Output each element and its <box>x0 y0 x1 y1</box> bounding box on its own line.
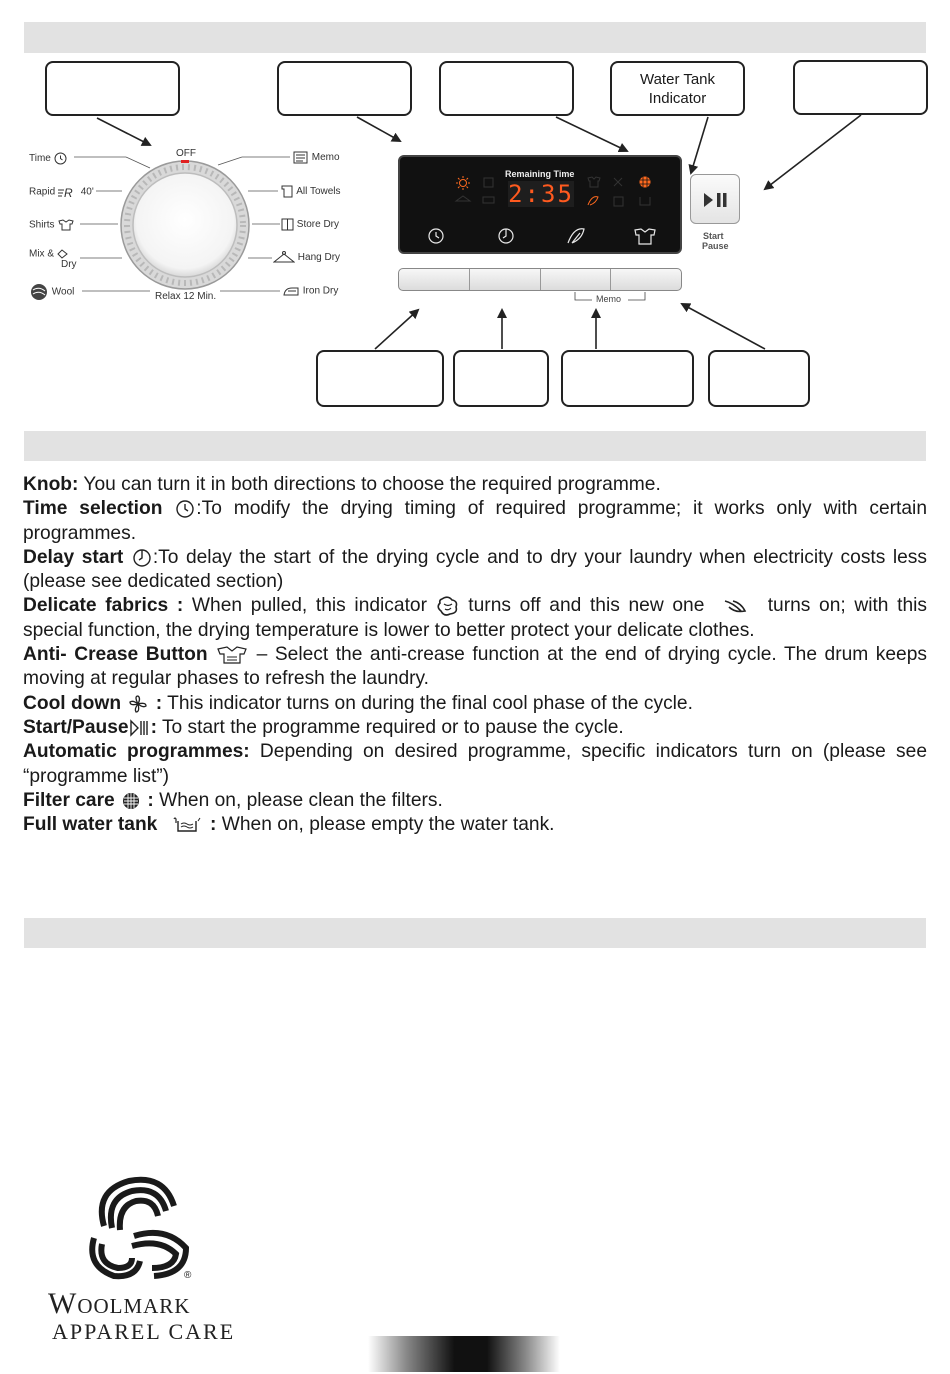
iron-icon <box>282 285 300 297</box>
desc-start-pause-colon: : <box>150 716 157 738</box>
desc-filter-care <box>23 789 927 813</box>
desc-automatic-programmes <box>23 740 927 789</box>
desc-start-pause-text: To start the programme required or to pause the cycle. <box>156 716 624 738</box>
play-pause-icon <box>703 191 729 209</box>
desc-full-water-tank <box>23 813 927 837</box>
arrow-water-tank <box>691 117 708 173</box>
cotton-indicator-icon <box>436 595 460 617</box>
description-block <box>23 473 927 837</box>
shirt-icon <box>57 219 75 231</box>
iron-indicator-icon <box>483 197 494 203</box>
programme-mix-dry <box>29 249 77 270</box>
tank-indicator-icon <box>640 197 650 205</box>
arrow-button-4 <box>682 304 765 349</box>
programme-rapid-label: Rapid <box>29 186 56 198</box>
control-display-panel <box>398 155 682 254</box>
delicate-leaf-icon <box>719 597 753 615</box>
desc-delicate-text-a: When pulled, this indicator <box>183 595 436 617</box>
delay-start-icon <box>131 548 153 568</box>
desc-anti-crease-term: Anti- Crease Button <box>23 644 208 666</box>
programme-all-towels <box>280 185 341 198</box>
desc-filter-care-term: Filter care <box>23 789 115 811</box>
cool-down-icon <box>126 694 150 714</box>
woolmark-line1: Woolmark <box>48 1287 191 1320</box>
arrow-start-pause <box>765 115 861 189</box>
sun-indicator-icon <box>456 176 470 190</box>
water-tank-icon <box>169 815 205 835</box>
desc-delay-start-text: :To delay the start of the drying cycle and to dry your laundry when electricity costs less (please see dedicated section) <box>23 546 927 593</box>
pause-label: Pause <box>702 241 729 251</box>
desc-knob-text: You can turn it in both directions to choose the required programme. <box>78 474 661 495</box>
desc-cool-down <box>23 692 927 716</box>
desc-filter-care-text: When on, please clean the filters. <box>153 789 443 811</box>
programme-time <box>29 152 67 165</box>
callout-water-tank-label: Water Tank Indicator <box>639 70 716 107</box>
desc-time-selection-term: Time selection <box>23 498 163 520</box>
memo-label: Memo <box>596 294 622 304</box>
start-pause-icon <box>129 718 151 738</box>
desc-time-selection-text: :To modify the drying timing of required programme; it works only with certain programmes. <box>23 498 927 544</box>
programme-rapid-suffix: 40' <box>80 186 94 198</box>
registered-mark: ® <box>184 1270 192 1281</box>
clock-icon <box>54 152 67 165</box>
programme-memo-label: Memo <box>311 152 340 164</box>
wardrobe-icon <box>281 218 294 231</box>
desc-anti-crease-text: – Select the anti-crease function at the end of drying cycle. The drum keeps moving at regular phases to refresh the laundry. <box>23 644 927 690</box>
desc-cool-down-text: This indicator turns on during the final cool phase of the cycle. <box>162 692 693 714</box>
woolmark-logo-icon <box>74 1166 198 1284</box>
store-indicator-icon <box>484 178 493 187</box>
delay-start-button-icon <box>499 229 513 243</box>
desc-water-tank-colon: : <box>204 814 217 836</box>
programme-store-dry-label: Store Dry <box>296 219 340 231</box>
delicate-button-icon <box>568 229 584 243</box>
arrow-button-1 <box>375 310 418 349</box>
hang-indicator-icon <box>456 196 470 201</box>
desc-start-pause-term: Start/Pause <box>23 716 129 738</box>
mix-icon <box>57 249 69 259</box>
towel-icon <box>280 185 294 198</box>
desc-automatic-text: Depending on desired programme, specific indicators turn on (please see “programme list”) <box>23 741 927 787</box>
start-label: Start <box>703 231 724 241</box>
woolmark-wordmark <box>48 1287 190 1321</box>
time-selection-icon <box>174 499 196 519</box>
desc-delicate-term: Delicate fabrics : <box>23 595 184 617</box>
programme-iron-dry-label: Iron Dry <box>302 285 339 297</box>
desc-water-tank-term: Full water tank <box>23 814 158 836</box>
anti-crease-icon <box>215 645 249 665</box>
delicate-fabrics-button[interactable] <box>541 269 612 290</box>
programme-mix-dry-suffix: Dry <box>61 258 77 270</box>
time-selection-button[interactable] <box>399 269 470 290</box>
display-indicators <box>400 157 684 256</box>
desc-water-tank-text: When on, please empty the water tank. <box>216 814 555 836</box>
desc-anti-crease <box>23 643 927 692</box>
remaining-time-title: Remaining Time <box>505 169 575 179</box>
programme-rapid <box>29 186 94 198</box>
desc-delay-start-term: Delay start <box>23 546 124 568</box>
programme-store-dry <box>281 218 339 231</box>
filter-care-icon <box>120 791 142 811</box>
delay-start-button[interactable] <box>470 269 541 290</box>
section-header-bar-bottom <box>24 918 926 948</box>
programme-wool-label: Wool <box>51 286 75 298</box>
wool-icon <box>29 283 49 301</box>
hanger-icon <box>273 251 295 264</box>
programme-shirts <box>29 219 75 231</box>
desc-delicate-fabrics <box>23 594 927 643</box>
programme-wool <box>29 283 74 301</box>
desc-filter-care-colon: : <box>142 789 154 811</box>
memo-icon <box>293 151 309 164</box>
anti-crease-button-icon <box>635 229 655 244</box>
delicate-indicator-icon <box>588 197 598 205</box>
filter-indicator-icon <box>640 177 651 188</box>
cooldown-indicator-icon <box>614 178 622 186</box>
desc-knob-term: Knob: <box>23 474 79 495</box>
knob-relax-label: Relax 12 Min. <box>155 291 217 302</box>
programme-hang-dry-label: Hang Dry <box>297 252 341 264</box>
programme-mix-label: Mix & <box>29 248 54 260</box>
desc-delicate-text-b: turns off and this new one <box>459 595 714 617</box>
anti-crease-button[interactable] <box>611 269 681 290</box>
svg-text:R: R <box>63 186 73 198</box>
start-pause-button[interactable] <box>690 174 740 224</box>
programme-hang-dry <box>273 251 340 264</box>
shirt-indicator-icon <box>588 177 600 187</box>
programme-shirts-label: Shirts <box>29 219 55 231</box>
desc-automatic-term: Automatic programmes: <box>23 741 250 763</box>
programme-time-label: Time <box>29 153 51 165</box>
desc-knob <box>23 473 927 497</box>
desc-cool-down-colon: : <box>150 692 163 714</box>
programme-all-towels-label: All Towels <box>296 186 341 198</box>
programme-memo <box>293 151 340 164</box>
rapid-r-icon <box>58 186 78 198</box>
button-strip <box>398 268 682 291</box>
towel-indicator-icon <box>614 197 623 206</box>
programme-iron-dry <box>282 285 338 297</box>
time-selection-button-icon <box>429 229 443 243</box>
desc-time-selection <box>23 497 927 546</box>
section-header-bar-middle <box>24 431 926 461</box>
desc-delicate-text-c: turns on; with this special function, the drying temperature is lower to better protect your delicate clothes. <box>23 595 928 641</box>
desc-cool-down-term: Cool down <box>23 692 122 714</box>
arrow-indicators <box>556 117 627 151</box>
desc-start-pause <box>23 716 927 740</box>
desc-delay-start <box>23 546 927 595</box>
woolmark-subtitle: APPAREL CARE <box>52 1319 236 1344</box>
knob-off-label: OFF <box>176 148 196 159</box>
page-number-bar <box>368 1336 560 1372</box>
remaining-time-digits: 2:35 <box>508 180 574 208</box>
